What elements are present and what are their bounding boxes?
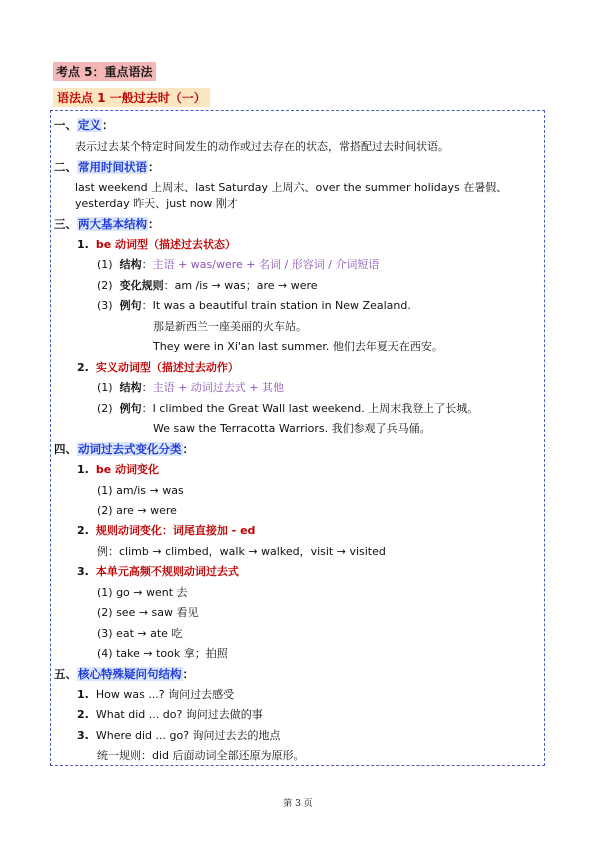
structure-verb-heading: 2. 实义动词型（描述过去动作） bbox=[77, 361, 239, 374]
section-title: 两大基本结构 bbox=[78, 217, 147, 231]
section-structures-heading: 三、两大基本结构： bbox=[54, 217, 160, 231]
structure-verb-example: (2) 例句：I climbed the Great Wall last weekend. 上周末我登上了长城。 bbox=[97, 402, 479, 415]
section-number: 四、 bbox=[54, 442, 77, 456]
question-pattern: 3. Where did ... go? 询问过去去的地点 bbox=[77, 729, 281, 742]
irregular-verb-item: (2) see → saw 看见 bbox=[97, 606, 199, 619]
question-pattern: 1. How was ...? 询问过去感受 bbox=[77, 688, 235, 701]
section-definition-heading: 一、定义： bbox=[54, 118, 114, 132]
grammar-point-heading: 语法点 1 一般过去时（一） bbox=[53, 88, 210, 107]
be-verb-change-heading: 1. be 动词变化 bbox=[77, 463, 160, 476]
structure-be-change-rule: (2) 变化规则：am /is → was；are → were bbox=[97, 279, 318, 292]
be-verb-change-item: (1) am/is → was bbox=[97, 484, 184, 497]
section-title: 定义 bbox=[78, 118, 101, 132]
page-number: 第 3 页 bbox=[283, 799, 313, 809]
question-pattern: 2. What did ... do? 询问过去做的事 bbox=[77, 708, 263, 721]
be-verb-change-item: (2) are → were bbox=[97, 504, 177, 517]
structure-verb-example-2: We saw the Terracotta Warriors. 我们参观了兵马俑。 bbox=[153, 422, 431, 435]
regular-verb-example: 例：climb → climbed，walk → walked，visit → visited bbox=[97, 545, 386, 558]
time-adverbials-line-2: yesterday 昨天、just now 刚才 bbox=[75, 197, 238, 210]
question-rule: 统一规则：did 后面动词全部还原为原形。 bbox=[97, 749, 305, 762]
section-number: 五、 bbox=[54, 667, 77, 681]
exam-point-heading: 考点 5：重点语法 bbox=[53, 62, 156, 81]
section-title: 动词过去式变化分类 bbox=[78, 442, 182, 456]
time-adverbials-line-1: last weekend 上周末、last Saturday 上周六、over the summer holidays 在暑假、 bbox=[75, 181, 508, 194]
structure-be-pattern: (1) 结构：主语 + was/were + 名词 / 形容词 / 介词短语 bbox=[97, 258, 380, 271]
structure-be-example: (3) 例句：It was a beautiful train station in New Zealand. bbox=[97, 299, 411, 312]
irregular-verb-item: (3) eat → ate 吃 bbox=[97, 627, 183, 640]
section-time-adverbials-heading: 二、常用时间状语： bbox=[54, 160, 160, 174]
section-number: 一、 bbox=[54, 118, 77, 132]
irregular-verb-item: (1) go → went 去 bbox=[97, 586, 188, 599]
regular-verb-heading: 2. 规则动词变化：词尾直接加 - ed bbox=[77, 524, 256, 537]
section-number: 二、 bbox=[54, 160, 77, 174]
section-title: 核心特殊疑问句结构 bbox=[78, 667, 182, 681]
section-title: 常用时间状语 bbox=[78, 160, 147, 174]
structure-verb-pattern: (1) 结构：主语 + 动词过去式 + 其他 bbox=[97, 381, 285, 394]
structure-be-heading: 1. be 动词型（描述过去状态） bbox=[77, 238, 237, 251]
definition-text: 表示过去某个特定时间发生的动作或过去存在的状态，常搭配过去时间状语。 bbox=[75, 140, 449, 153]
irregular-verb-item: (4) take → took 拿；拍照 bbox=[97, 647, 228, 660]
section-number: 三、 bbox=[54, 217, 77, 231]
section-verb-forms-heading: 四、动词过去式变化分类： bbox=[54, 442, 194, 456]
irregular-verb-heading: 3. 本单元高频不规则动词过去式 bbox=[77, 565, 239, 578]
structure-be-example-2: They were in Xi'an last summer. 他们去年夏天在西安。 bbox=[153, 340, 443, 353]
structure-be-example-translation: 那是新西兰一座美丽的火车站。 bbox=[153, 320, 307, 333]
section-wh-questions-heading: 五、核心特殊疑问句结构： bbox=[54, 667, 194, 681]
